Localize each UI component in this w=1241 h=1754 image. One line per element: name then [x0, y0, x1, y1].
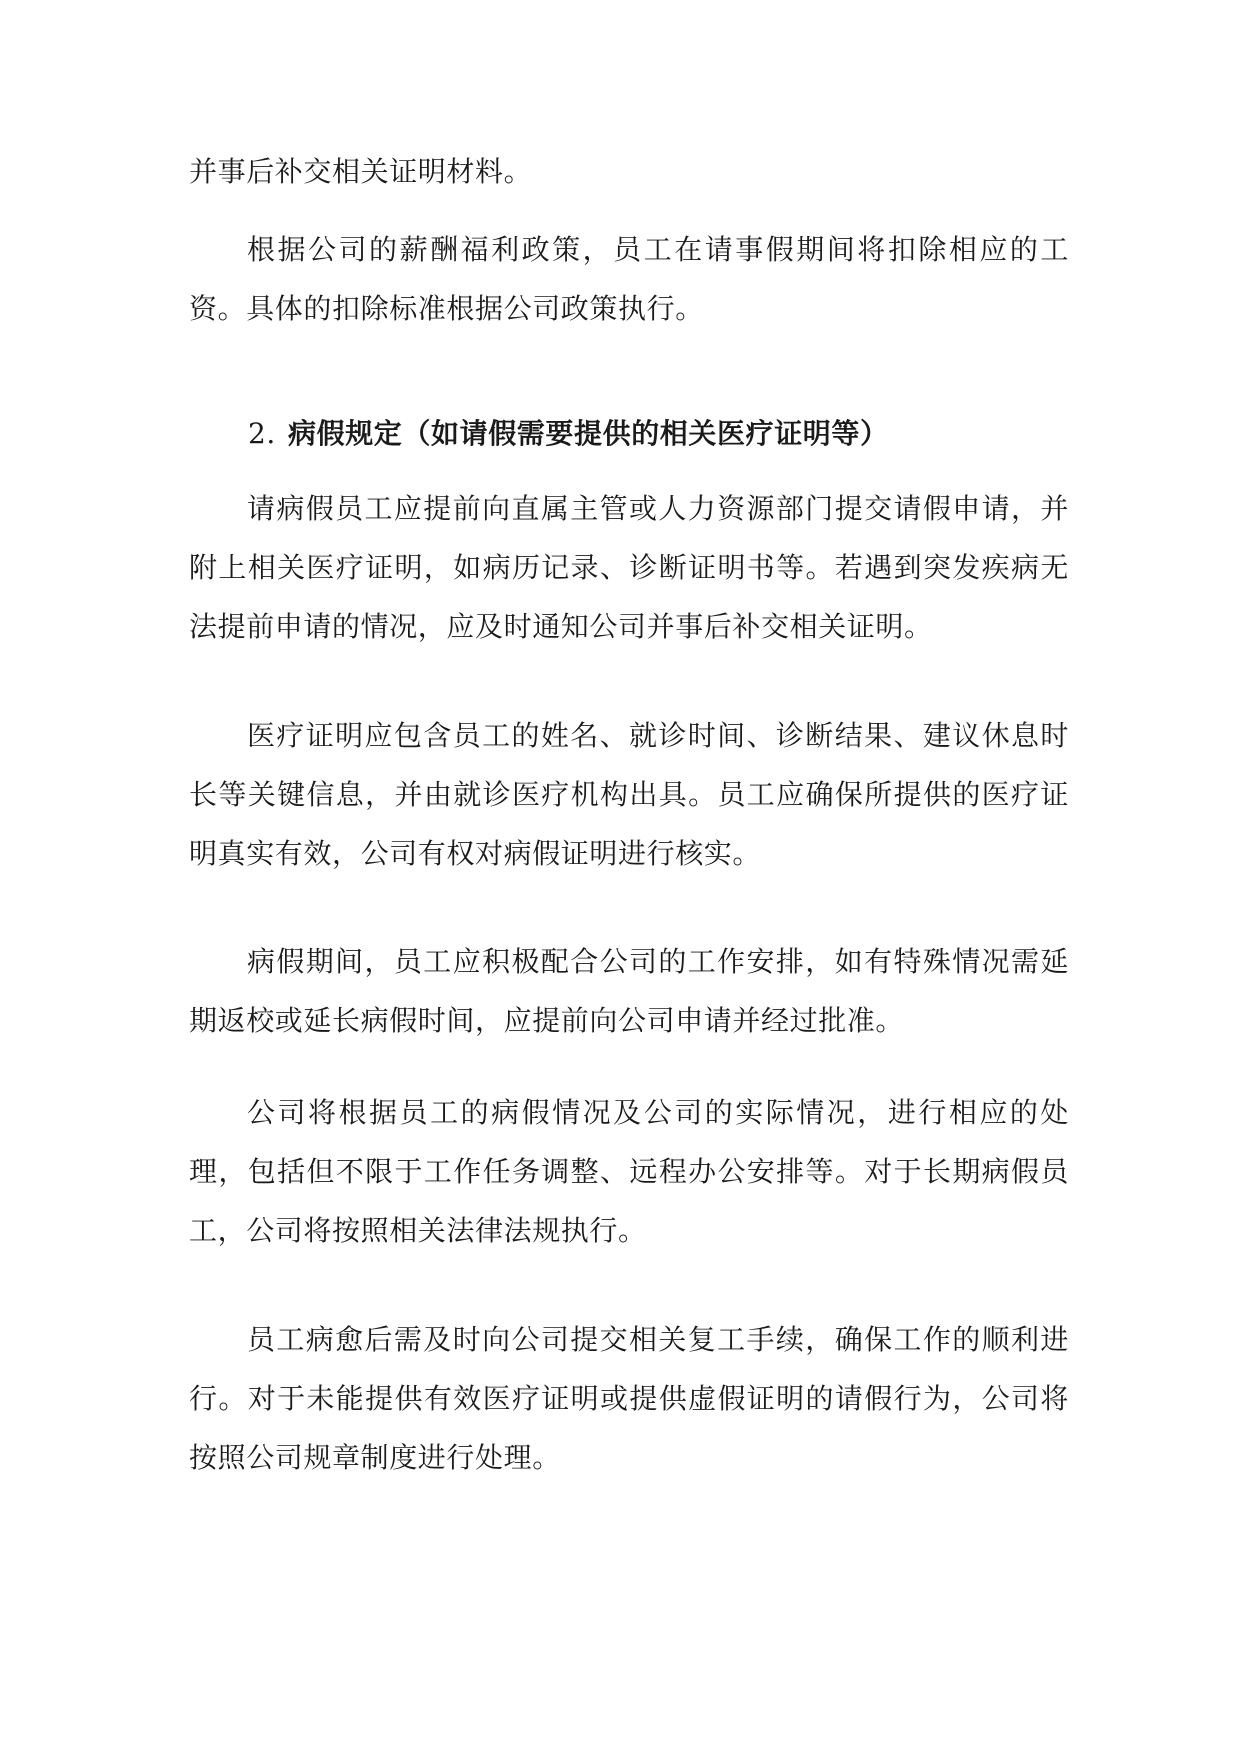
- paragraph-medical-certificate: 医疗证明应包含员工的姓名、就诊时间、诊断结果、建议休息时长等关键信息，并由就诊医疗机构出具。员工应确保所提供的医疗证明真实有效，公司有权对病假证明进行核实。: [189, 719, 1069, 870]
- paragraph-sick-leave-period: 病假期间，员工应积极配合公司的工作安排，如有特殊情况需延期返校或延长病假时间，应提前向公司申请并经过批准。: [189, 945, 1069, 1037]
- paragraph-leave-salary-deduction: 根据公司的薪酬福利政策，员工在请事假期间将扣除相应的工资。具体的扣除标准根据公司政策执行。: [189, 233, 1069, 325]
- paragraph-return-to-work: 员工病愈后需及时向公司提交相关复工手续，确保工作的顺利进行。对于未能提供有效医疗证明或提供虚假证明的请假行为，公司将按照公司规章制度进行处理。: [189, 1323, 1069, 1474]
- section-number: 2.: [248, 417, 276, 450]
- section-heading-sick-leave: [248, 404, 889, 463]
- paragraph-company-handling: 公司将根据员工的病假情况及公司的实际情况，进行相应的处理，包括但不限于工作任务调整、远程办公安排等。对于长期病假员工，公司将按照相关法律法规执行。: [189, 1096, 1069, 1247]
- section-title: 病假规定（如请假需要提供的相关医疗证明等）: [288, 417, 889, 450]
- paragraph-sick-leave-application: 请病假员工应提前向直属主管或人力资源部门提交请假申请，并附上相关医疗证明，如病历记录、诊断证明书等。若遇到突发疾病无法提前申请的情况，应及时通知公司并事后补交相关证明。: [189, 492, 1069, 643]
- paragraph-continuation: 并事后补交相关证明材料。: [189, 155, 533, 188]
